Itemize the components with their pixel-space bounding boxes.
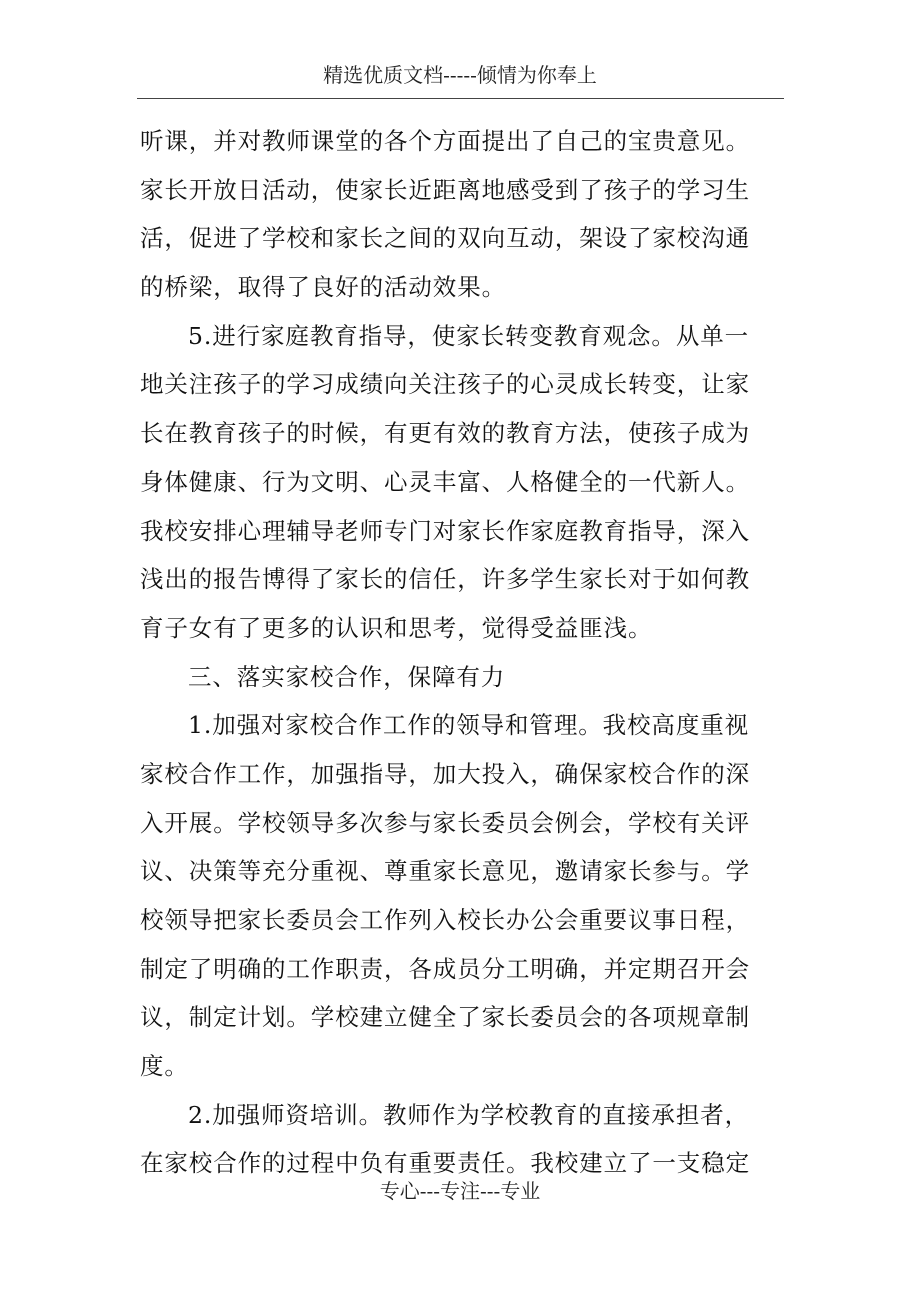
- paragraph-line: 议，制定计划。学校建立健全了家长委员会的各项规章制: [140, 1003, 750, 1032]
- paragraph-line: 在家校合作的过程中负有重要责任。我校建立了一支稳定: [140, 1149, 750, 1178]
- paragraph-line: 我校安排心理辅导老师专门对家长作家庭教育指导，深入: [140, 516, 750, 545]
- paragraph-line: 入开展。学校领导多次参与家长委员会例会，学校有关评: [140, 808, 750, 837]
- section-heading: 三、落实家校合作，保障有力: [188, 662, 506, 691]
- header-divider: [137, 98, 784, 99]
- paragraph-line: 长在教育孩子的时候，有更有效的教育方法，使孩子成为: [140, 419, 750, 448]
- paragraph-line: 身体健康、行为文明、心灵丰富、人格健全的一代新人。: [140, 467, 750, 496]
- paragraph-line: 活，促进了学校和家长之间的双向互动，架设了家校沟通: [140, 224, 750, 253]
- paragraph-line: 制定了明确的工作职责，各成员分工明确，并定期召开会: [140, 954, 750, 983]
- paragraph-line: 议、决策等充分重视、尊重家长意见，邀请家长参与。学: [140, 857, 750, 886]
- paragraph-line: 的桥梁，取得了良好的活动效果。: [140, 273, 506, 302]
- paragraph-line: 2.加强师资培训。教师作为学校教育的直接承担者，: [188, 1100, 750, 1129]
- paragraph-line: 浅出的报告博得了家长的信任，许多学生家长对于如何教: [140, 565, 750, 594]
- paragraph-line: 听课，并对教师课堂的各个方面提出了自己的宝贵意见。: [140, 127, 750, 155]
- paragraph-line: 育子女有了更多的认识和思考，觉得受益匪浅。: [140, 613, 653, 642]
- body-text: [140, 117, 780, 1188]
- paragraph-line: 度。: [140, 1052, 189, 1081]
- paragraph-line: 1.加强对家校合作工作的领导和管理。我校高度重视: [188, 711, 750, 740]
- page-header: 精选优质文档-----倾情为你奉上: [323, 63, 597, 87]
- paragraph-line: 地关注孩子的学习成绩向关注孩子的心灵成长转变，让家: [140, 370, 750, 399]
- paragraph-line: 校领导把家长委员会工作列入校长办公会重要议事日程，: [140, 906, 750, 934]
- paragraph-line: 家校合作工作，加强指导，加大投入，确保家校合作的深: [140, 759, 750, 788]
- paragraph-line: 5.进行家庭教育指导，使家长转变教育观念。从单一: [188, 321, 750, 350]
- page-footer: 专心---专注---专业: [379, 1179, 541, 1203]
- paragraph-line: 家长开放日活动，使家长近距离地感受到了孩子的学习生: [140, 175, 750, 204]
